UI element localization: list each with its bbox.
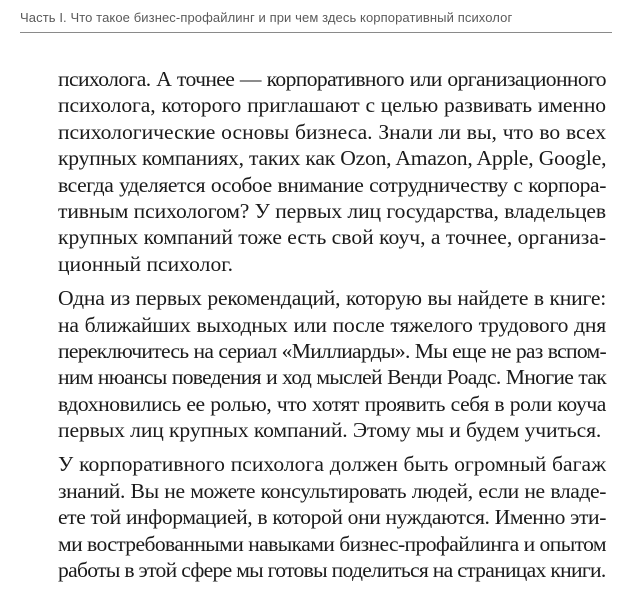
text-line: вдохновились ее ролью, что хотят проявить себя в роли коуча: [58, 391, 606, 416]
paragraph-3: [58, 451, 606, 583]
body-text: [58, 66, 606, 583]
header-rule: [20, 32, 612, 33]
paragraph-gap: [58, 443, 606, 451]
text-line: У корпоративного психолога должен быть огромный багаж: [58, 452, 606, 477]
text-line: ционный психолог.: [58, 251, 234, 276]
paragraph-1: [58, 66, 606, 277]
text-line: психолога, которого приглашают с целью развивать именно: [58, 93, 606, 118]
text-line: психологические основы бизнеса. Знали ли вы, что во всех: [58, 119, 606, 144]
text-line: работы в этой сфере мы готовы поделиться на страницах книги.: [58, 558, 606, 583]
text-line: ми востребованными навыками бизнес-профайлинга и опытом: [58, 531, 606, 556]
text-line: психолога. А точнее — корпоративного или организационного: [58, 67, 606, 91]
text-line: крупных компаниях, таких как Ozon, Amazon, Apple, Google,: [58, 146, 607, 171]
text-line: Одна из первых рекомендаций, которую вы найдете в книге:: [58, 286, 606, 311]
paragraph-gap: [58, 277, 606, 285]
text-line: ним нюансы поведения и ход мыслей Венди Роадс. Многие так: [58, 365, 606, 390]
text-line: на ближайших выходных или после тяжелого трудового дня: [58, 312, 606, 337]
text-line: переключитесь на сериал «Миллиарды». Мы еще не раз вспом-: [58, 338, 606, 363]
text-line: тивным психологом? У первых лиц государства, владельцев: [58, 198, 606, 223]
text-line: ете той информацией, в которой они нуждаются. Именно эти-: [58, 505, 606, 530]
text-line: знаний. Вы не можете консультировать людей, если не владе-: [58, 478, 606, 503]
text-line: всегда уделяется особое внимание сотрудничеству с корпора-: [58, 172, 606, 197]
paragraph-2: [58, 285, 606, 443]
text-line: первых лиц крупных компаний. Этому мы и будем учиться.: [58, 418, 602, 443]
text-line: крупных компаний тоже есть свой коуч, а точнее, организа-: [58, 225, 607, 250]
running-header: Часть I. Что такое бизнес-профайлинг и при чем здесь корпоративный психолог: [20, 10, 513, 25]
